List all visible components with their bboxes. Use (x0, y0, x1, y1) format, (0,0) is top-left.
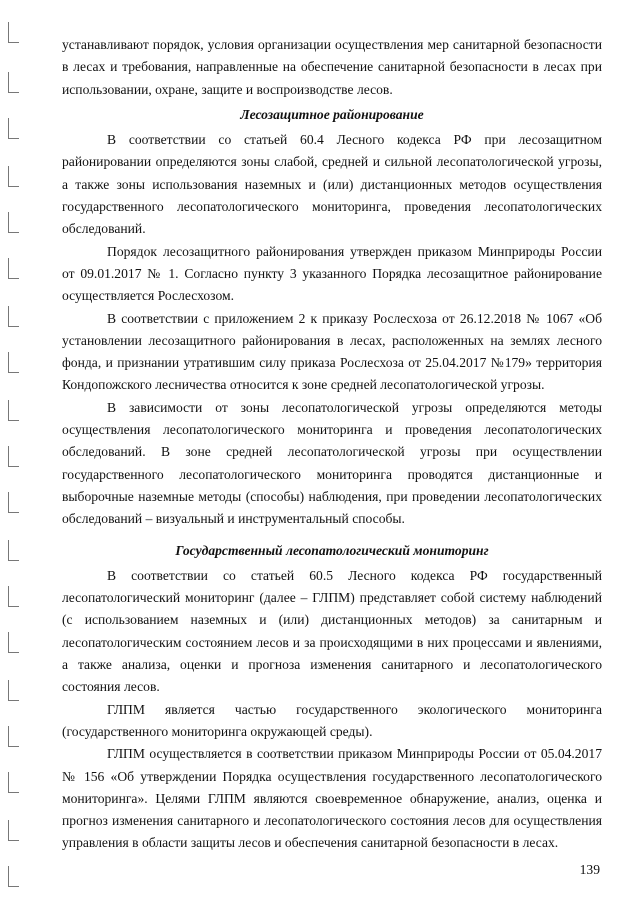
paragraph: ГЛПМ является частью государственного экологического мониторинга (государственного мониторинга окружающей среды). (62, 701, 602, 739)
paragraph: ГЛПМ осуществляется в соответствии приказом Минприроды России от 05.04.2017 № 156 «Об утверждении Порядка осуществления государственного лесопатологического мониторинга». Целями ГЛПМ являются своевременное обнаружение, анализ, оценка и прогноз изменения санитарного и лесопатологического состояния лесов для осуществления управления в области защиты лесов и обеспечения санитарной безопасности в лесах. (62, 746, 602, 851)
binding-margin-marks (0, 0, 28, 905)
paragraph: Порядок лесозащитного районирования утвержден приказом Минприроды России от 09.01.2017 № 1. Согласно пункту 3 указанного Порядка лесозащитное районирование осуществляется Рослесхозом. (62, 243, 602, 304)
paragraph: В соответствии с приложением 2 к приказу Рослесхоза от 26.12.2018 № 1067 «Об установлении лесозащитного районирования в лесах, расположенных на землях лесного фонда, и признании утратившим силу приказа Рослесхоза от 25.04.2017 №179» территория Кондопожского лесничества относится к зоне средней лесопатологической угрозы. (62, 310, 602, 393)
paragraph: В соответствии со статьей 60.4 Лесного кодекса РФ при лесозащитном районировании определяются зоны слабой, средней и сильной лесопатологической угрозы, а также зоны использования наземных и (или) дистанционных методов осуществления государственного лесопатологического мониторинга, проведения лесопатологических обследований. (62, 132, 602, 237)
paragraph: В зависимости от зоны лесопатологической угрозы определяются методы осуществления лесопатологического мониторинга и проведения лесопатологических обследований. В зоне средней лесопатологической угрозы при осуществлении государственного лесопатологического мониторинга проводятся дистанционные и выборочные наземные методы (способы) наблюдения, при проведении лесопатологических обследований – визуальный и инструментальный способы. (62, 399, 602, 527)
section-heading-forest-zoning: Лесозащитное районирование (240, 106, 424, 122)
document-body (62, 34, 602, 855)
section-heading-state-monitoring: Государственный лесопатологический мониторинг (175, 542, 489, 558)
paragraph: В соответствии со статьей 60.5 Лесного кодекса РФ государственный лесопатологический мониторинг (далее – ГЛПМ) представляет собой систему наблюдений (с использованием наземных и (или) дистанционных методов) за санитарным и лесопатологическим состоянием лесов и за происходящими в них процессами и явлениями, а также анализа, оценки и прогноза изменения санитарного и лесопатологического состояния лесов. (62, 567, 602, 695)
page-number: 139 (579, 862, 600, 877)
paragraph-continuation: устанавливают порядок, условия организации осуществления мер санитарной безопасности в лесах и требования, направленные на обеспечение санитарной безопасности в лесах при использовании, охране, защите и воспроизводстве лесов. (62, 37, 602, 97)
